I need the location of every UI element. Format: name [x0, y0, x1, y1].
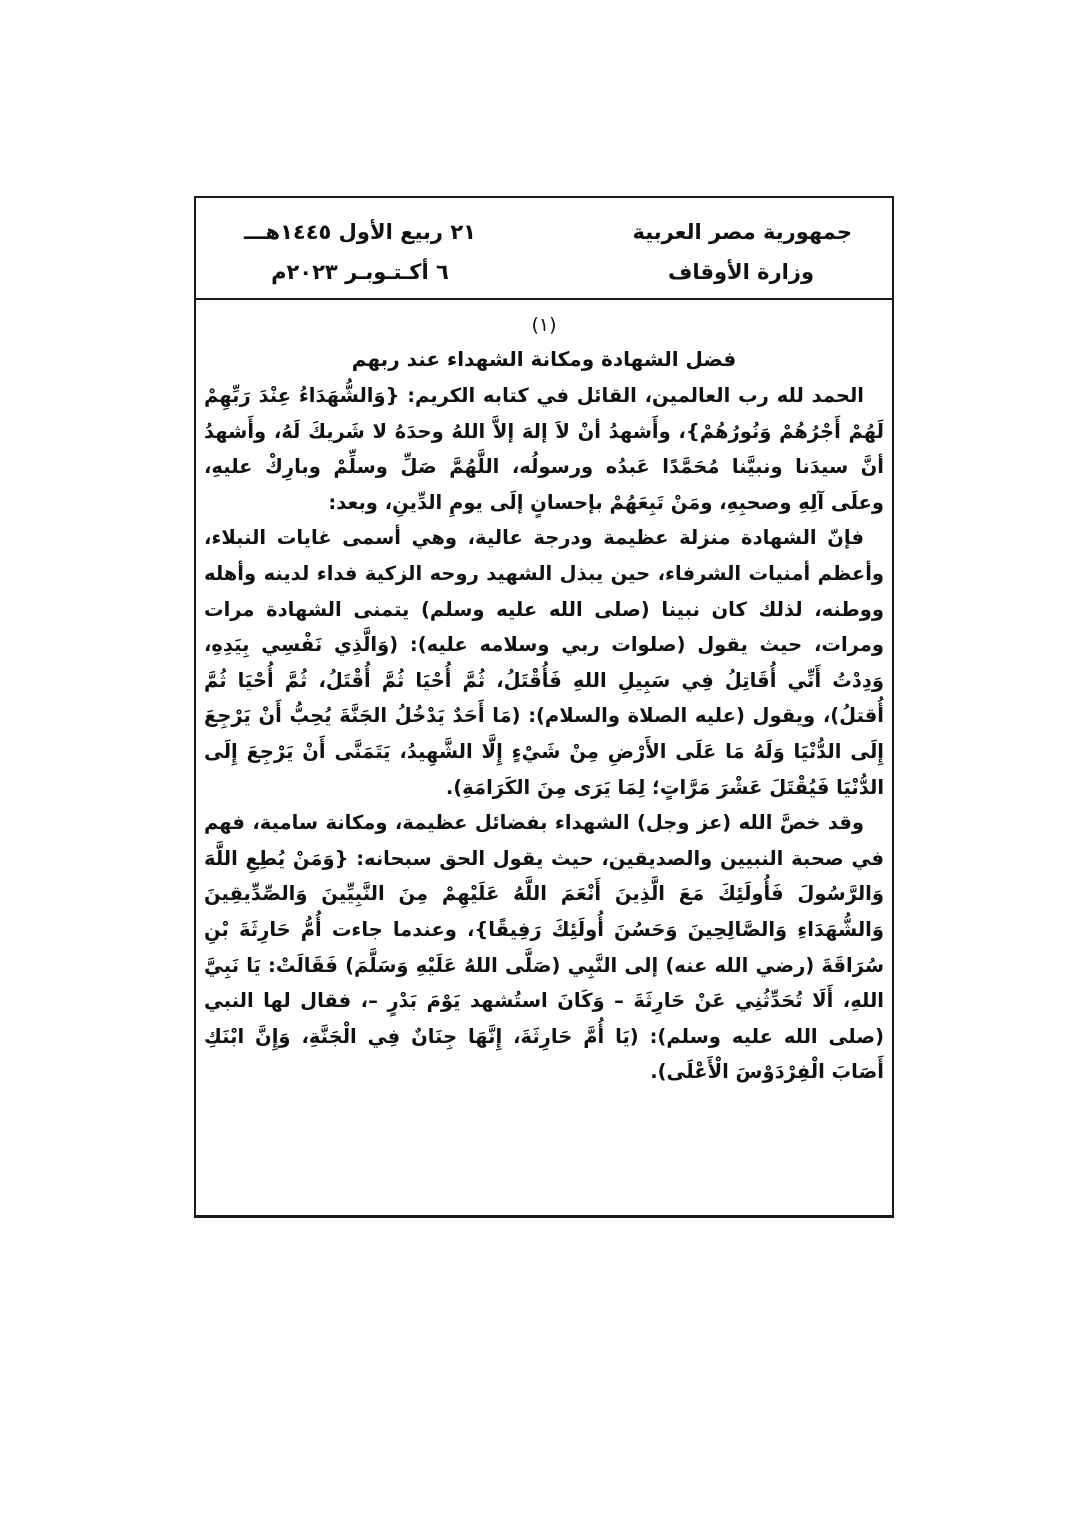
document-title: فضل الشهادة ومكانة الشهداء عند ربهم — [351, 347, 737, 371]
ministry-block — [632, 212, 852, 292]
paragraph-1: الحمد لله رب العالمين، القائل في كتابه الكريم: {وَالشُّهَدَاءُ عِنْدَ رَبِّهِمْ لَهُمْ أَجْرُهُمْ وَنُورُهُمْ}، وأَشهدُ أنْ لاَ إلهَ إلاَّ اللهُ وحدَهُ لا شَريكَ لَهُ، وأَشهدُ أنَّ سيدَنا ونبيَّنا مُحَمَّدًا عَبدُه ورسولُه، اللَّهُمَّ صَلِّ وسلِّمْ وبارِكْ عليهِ، وعلَى آلِهِ وصحبِهِ، ومَنْ تَبِعَهُمْ بإحسانٍ إلَى يومِ الدِّينِ، وبعد: — [204, 384, 884, 514]
document-header — [196, 198, 892, 300]
paragraph-3: وقد خصَّ الله (عز وجل) الشهداء بفضائل عظيمة، ومكانة سامية، فهم في صحبة النبيين والصديقين، حيث يقول الحق سبحانه: {وَمَنْ يُطِعِ اللَّهَ وَالرَّسُولَ فَأُولَئِكَ مَعَ الَّذِينَ أَنْعَمَ اللَّهُ عَلَيْهِمْ مِنَ النَّبِيِّينَ وَالصِّدِّيقِينَ وَالشُّهَدَاءِ وَالصَّالِحِينَ وَحَسُنَ أُولَئِكَ رَفِيقًا}، وعندما جاءت أُمُّ حَارِثَةَ بْنِ سُرَاقَةَ (رضي الله عنه) إلى النَّبِي (صَلَّى اللهُ عَلَيْهِ وَسَلَّمَ) فَقَالَتْ: يَا نَبِيَّ اللهِ، أَلَا تُحَدِّثُنِي عَنْ حَارِثَةَ – وَكَانَ استُشهد يَوْمَ بَدْرٍ –، فقال لها النبي (صلى الله عليه وسلم): (يَا أُمَّ حَارِثَةَ، إِنَّهَا جِنَانٌ فِي الْجَنَّةِ، وَإِنَّ ابْنَكِ أَصَابَ الْفِرْدَوْسَ الْأَعْلَى). — [204, 811, 884, 1084]
hijri-date: ٢١ ربيع الأول ١٤٤٥هـــ — [244, 220, 476, 244]
paragraph-2: فإنّ الشهادة منزلة عظيمة ودرجة عالية، وهي أسمى غايات النبلاء، وأعظم أمنيات الشرفاء، حين يبذل الشهيد روحه الزكية فداء لدينه وأهله ووطنه، لذلك كان نبينا (صلى الله عليه وسلم) يتمنى الشهادة مرات ومرات، حيث يقول (صلوات ربي وسلامه عليه): (وَالَّذِي نَفْسِي بِيَدِهِ، وَدِدْتُ أَنِّي أُقَاتِلُ فِي سَبِيلِ اللهِ فَأُقْتَلُ، ثُمَّ أُحْيَا ثُمَّ أُقْتَلُ، ثُمَّ أُحْيَا ثُمَّ أُقتلُ)، ويقول (عليه الصلاة والسلام): (مَا أَحَدٌ يَدْخُلُ الجَنَّةَ يُحِبُّ أَنْ يَرْجِعَ إِلَى الدُّنْيَا وَلَهُ مَا عَلَى الأَرْضِ مِنْ شَيْءٍ إِلَّا الشَّهِيدُ، يَتَمَنَّى أَنْ يَرْجِعَ إِلَى الدُّنْيَا فَيُقْتَلَ عَشْرَ مَرَّاتٍ؛ لِمَا يَرَى مِنَ الكَرَامَةِ). — [204, 526, 884, 799]
section-number: (١) — [531, 314, 557, 336]
document-body — [196, 300, 892, 1090]
date-block — [244, 212, 476, 292]
ministry-name: وزارة الأوقاف — [667, 260, 814, 284]
gregorian-date: ٦ أكـتـوبـر ٢٠٢٣م — [271, 260, 449, 284]
document-frame — [194, 196, 894, 1218]
country-name: جمهورية مصر العربية — [632, 220, 852, 244]
